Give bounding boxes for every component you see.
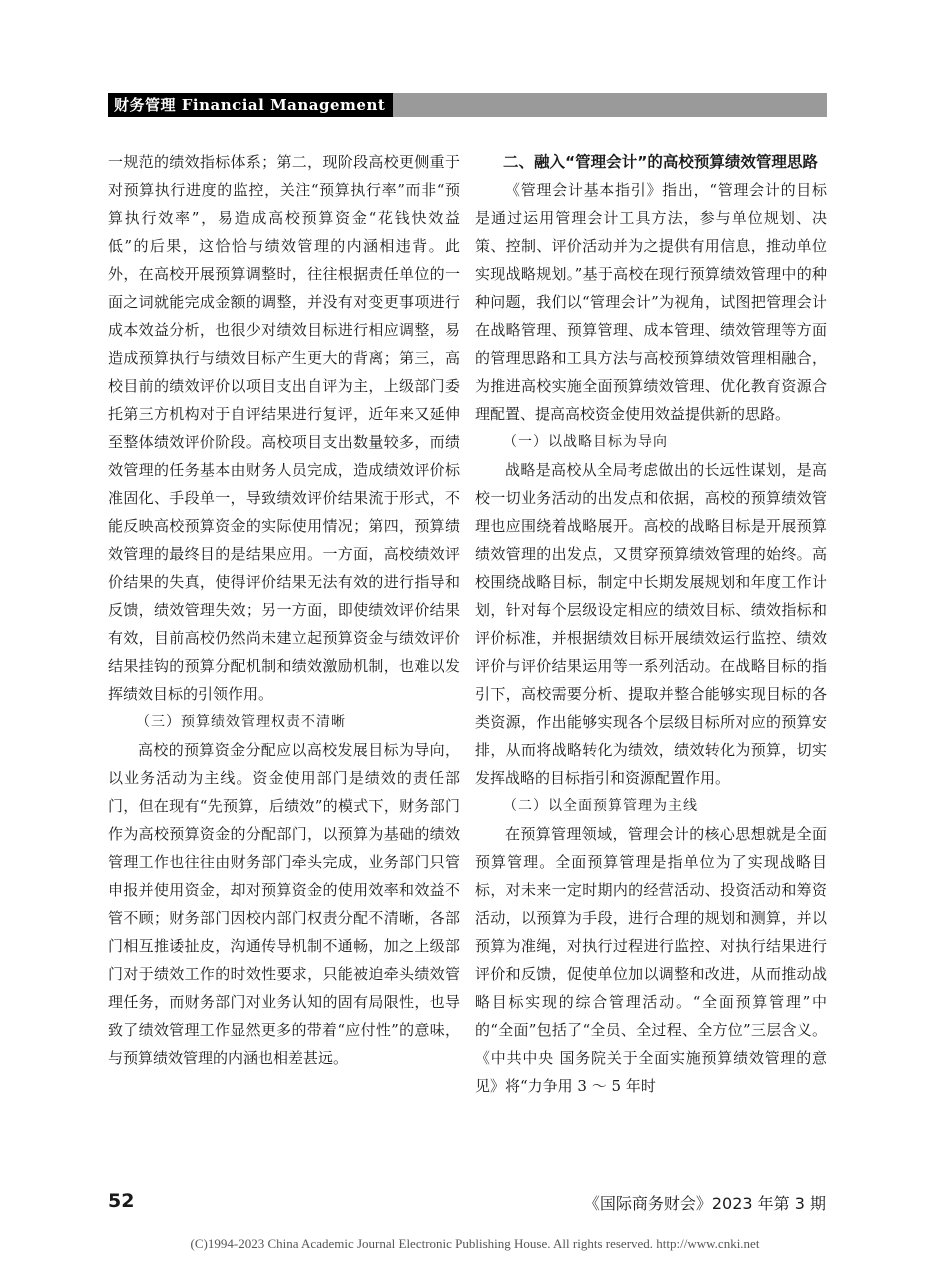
paragraph: 一规范的绩效指标体系；第二，现阶段高校更侧重于对预算执行进度的监控，关注“预算执行率”而非“预算执行效率”，易造成高校预算资金“花钱快效益低”的后果，这恰恰与绩效管理的内涵相违背。此外，在高校开展预算调整时，往往根据责任单位的一面之词就能完成金额的调整，并没有对变更事项进行成本效益分析，也很少对绩效目标进行相应调整，易造成预算执行与绩效目标产生更大的背离；第三，高校目前的绩效评价以项目支出自评为主，上级部门委托第三方机构对于自评结果进行复评，近年来又延伸至整体绩效评价阶段。高校项目支出数量较多，而绩效管理的任务基本由财务人员完成，造成绩效评价标准固化、手段单一，导致绩效评价结果流于形式，不能反映高校预算资金的实际使用情况；第四，预算绩效管理的最终目的是结果应用。一方面，高校绩效评价结果的失真，使得评价结果无法有效的进行指导和反馈，绩效管理失效；另一方面，即使绩效评价结果有效，目前高校仍然尚未建立起预算资金与绩效评价结果挂钩的预算分配机制和绩效激励机制，也难以发挥绩效目标的引领作用。 [108, 153, 460, 703]
subsection-heading: （二）以全面预算管理为主线 [503, 798, 698, 814]
left-column [108, 148, 460, 1072]
paragraph: 战略是高校从全局考虑做出的长远性谋划，是高校一切业务活动的出发点和依据，高校的预算绩效管理也应围绕着战略展开。高校的战略目标是开展预算绩效管理的出发点，又贯穿预算绩效管理的始终。高校围绕战略目标，制定中长期发展规划和年度工作计划，针对每个层级设定相应的绩效目标、绩效指标和评价标准，并根据绩效目标开展绩效运行监控、绩效评价与评价结果运用等一系列活动。在战略目标的指引下，高校需要分析、提取并整合能够实现目标的各类资源，作出能够实现各个层级目标所对应的预算安排，从而将战略转化为绩效，绩效转化为预算，切实发挥战略的目标指引和资源配置作用。 [475, 461, 827, 787]
journal-issue: 《国际商务财会》2023 年第 3 期 [583, 1194, 826, 1213]
paragraph: 《管理会计基本指引》指出，“管理会计的目标是通过运用管理会计工具方法，参与单位规划、决策、控制、评价活动并为之提供有用信息，推动单位实现战略规划。”基于高校在现行预算绩效管理中的种种问题，我们以“管理会计”为视角，试图把管理会计在战略管理、预算管理、成本管理、绩效管理等方面的管理思路和工具方法与高校预算绩效管理相融合，为推进高校实施全面预算绩效管理、优化教育资源合理配置、提高高校资金使用效益提供新的思路。 [475, 181, 827, 423]
subsection-heading: （三）预算绩效管理权责不清晰 [136, 714, 346, 730]
paragraph: 高校的预算资金分配应以高校发展目标为导向，以业务活动为主线。资金使用部门是绩效的责任部门，但在现有“先预算，后绩效”的模式下，财务部门作为高校预算资金的分配部门，以预算为基础的绩效管理工作也往往由财务部门牵头完成，业务部门只管申报并使用资金，却对预算资金的使用效率和效益不管不顾；财务部门因校内部门权责分配不清晰，各部门相互推诿扯皮，沟通传导机制不通畅，加之上级部门对于绩效工作的时效性要求，只能被迫牵头绩效管理任务，而财务部门对业务认知的固有局限性，也导致了绩效管理工作显然更多的带着“应付性”的意味，与预算绩效管理的内涵也相差甚远。 [108, 741, 460, 1067]
section-header-bar [108, 93, 827, 117]
subsection-heading: （一）以战略目标为导向 [503, 434, 668, 450]
section-heading [475, 148, 827, 176]
section-heading-text: 二、融入“管理会计”的高校预算绩效管理思路 [503, 153, 818, 171]
right-column [475, 148, 827, 1100]
page-number: 52 [108, 1190, 135, 1212]
copyright-notice: (C)1994-2023 China Academic Journal Electronic Publishing House. All rights reserved. http://www.cnki.net [190, 1236, 760, 1251]
paragraph: 在预算管理领域，管理会计的核心思想就是全面预算管理。全面预算管理是指单位为了实现战略目标，对未来一定时期内的经营活动、投资活动和筹资活动，以预算为手段，进行合理的规划和测算，并以预算为准绳，对执行过程进行监控、对执行结果进行评价和反馈，促使单位加以调整和改进，从而推动战略目标实现的综合管理活动。“全面预算管理”中的“全面”包括了“全员、全过程、全方位”三层含义。《中共中央 国务院关于全面实施预算绩效管理的意见》将“力争用 3 ～ 5 年时 [475, 825, 827, 1095]
section-label: 财务管理 Financial Management [108, 93, 393, 117]
